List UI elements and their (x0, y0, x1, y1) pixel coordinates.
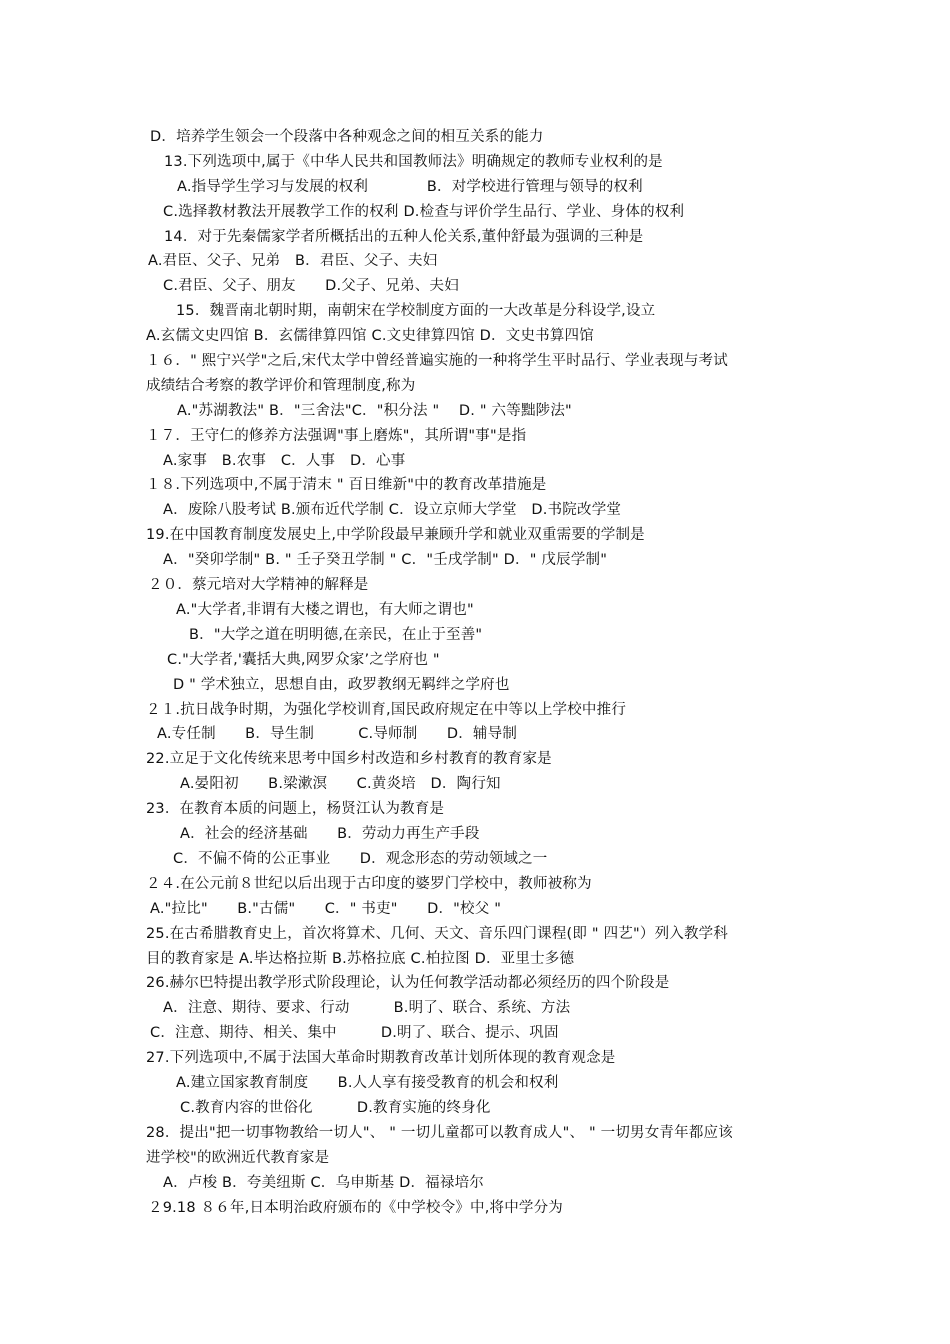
text-line: 28．提出"把一切事物教给一切人"、 " 一切儿童都可以教育成人"、 " 一切男女青年都应该 (146, 1125, 733, 1141)
text-line: 22.立足于文化传统来思考中国乡村改造和乡村教育的教育家是 (146, 751, 552, 767)
text-line: 成绩结合考察的教学评价和管理制度,称为 (146, 378, 416, 394)
text-line: 26.赫尔巴特提出教学形式阶段理论，认为任何教学活动都必须经历的四个阶段是 (146, 975, 670, 991)
text-line: A．"癸卯学制" B. " 壬子癸丑学制 " C．"壬戌学制" D．" 戊辰学制" (163, 552, 608, 568)
text-line: C．不偏不倚的公正事业 D．观念形态的劳动领域之一 (173, 851, 548, 867)
text-line: A.专任制 B．导生制 C.导师制 D．辅导制 (157, 726, 518, 742)
text-line: A."苏湖教法" B．"三舍法"C．"积分法 " D. " 六等黜陟法" (177, 403, 572, 419)
text-line: １７．王守仁的修养方法强调"事上磨炼"，其所谓"事"是指 (146, 428, 527, 444)
text-line: A."拉比" B."古儒" C．" 书吏" D．"校父 " (150, 901, 502, 917)
text-line: 19.在中国教育制度发展史上,中学阶段最早兼顾升学和就业双重需要的学制是 (146, 527, 645, 543)
text-line: C.君臣、父子、朋友 D.父子、兄弟、夫妇 (163, 278, 459, 294)
text-line: 25.在古希腊教育史上，首次将算术、几何、天文、音乐四门课程(即 " 四艺"）列入教学科 (146, 926, 729, 942)
text-line: C.教育内容的世俗化 D.教育实施的终身化 (180, 1100, 491, 1116)
text-line: ２9.18 ８６年,日本明治政府颁布的《中学校令》中,将中学分为 (148, 1200, 564, 1216)
text-line: A．注意、期待、要求、行动 B.明了、联合、系统、方法 (163, 1000, 571, 1016)
text-line: 23．在教育本质的问题上，杨贤江认为教育是 (146, 801, 445, 817)
text-line: １８.下列选项中,不属于清末 " 百日维新"中的教育改革措施是 (146, 477, 547, 493)
text-line: １６．" 熙宁兴学"之后,宋代太学中曾经普遍实施的一种将学生平时品行、学业表现与考试 (146, 353, 728, 369)
text-line: D．培养学生领会一个段落中各种观念之间的相互关系的能力 (150, 129, 544, 145)
text-line: C．注意、期待、相关、集中 D.明了、联合、提示、巩固 (150, 1025, 559, 1041)
text-line: B．"大学之道在明明德,在亲民，在止于至善" (189, 627, 483, 643)
text-line: D " 学术独立，思想自由，政罗教纲无羁绊之学府也 (173, 677, 510, 693)
text-line: A.指导学生学习与发展的权利 B．对学校进行管理与领导的权利 (177, 179, 643, 195)
text-line: 目的教育家是 A.毕达格拉斯 B.苏格拉底 C.柏拉图 D．亚里士多德 (146, 951, 575, 967)
text-line: 14．对于先秦儒家学者所概括出的五种人伦关系,董仲舒最为强调的三种是 (164, 229, 644, 245)
text-line: A．卢梭 B．夸美纽斯 C．乌申斯基 D．福禄培尔 (163, 1175, 484, 1191)
text-line: A.君臣、父子、兄弟 B．君臣、父子、夫妇 (148, 253, 438, 269)
text-line: C.选择教材教法开展教学工作的权利 D.检查与评价学生品行、学业、身体的权利 (163, 204, 685, 220)
text-line: A.建立国家教育制度 B.人人享有接受教育的机会和权利 (176, 1075, 559, 1091)
text-line: ２０．蔡元培对大学精神的解释是 (148, 577, 369, 593)
text-line: A．社会的经济基础 B．劳动力再生产手段 (180, 826, 480, 842)
text-line: ２１.抗日战争时期，为强化学校训育,国民政府规定在中等以上学校中推行 (146, 702, 627, 718)
text-line: A.家事 B.农事 C．人事 D．心事 (163, 453, 406, 469)
text-line: ２４.在公元前８世纪以后出现于古印度的婆罗门学校中，教师被称为 (146, 876, 592, 892)
text-line: 15．魏晋南北朝时期，南朝宋在学校制度方面的一大改革是分科设学,设立 (176, 303, 656, 319)
text-line: 13.下列选项中,属于《中华人民共和国教师法》明确规定的教师专业权利的是 (164, 154, 663, 170)
text-line: A.晏阳初 B.梁漱溟 C.黄炎培 D．陶行知 (180, 776, 501, 792)
text-line: A."大学者,非谓有大楼之谓也，有大师之谓也" (176, 602, 474, 618)
text-line: A.玄儒文史四馆 B．玄儒律算四馆 C.文史律算四馆 D．文史书算四馆 (146, 328, 594, 344)
text-line: 27.下列选项中,不属于法国大革命时期教育改革计划所体现的教育观念是 (146, 1050, 616, 1066)
text-line: C."大学者,'囊括大典,网罗众家’之学府也 " (167, 652, 440, 668)
text-line: A．废除八股考试 B.颁布近代学制 C．设立京师大学堂 D.书院改学堂 (163, 502, 622, 518)
text-line: 进学校"的欧洲近代教育家是 (146, 1150, 330, 1166)
